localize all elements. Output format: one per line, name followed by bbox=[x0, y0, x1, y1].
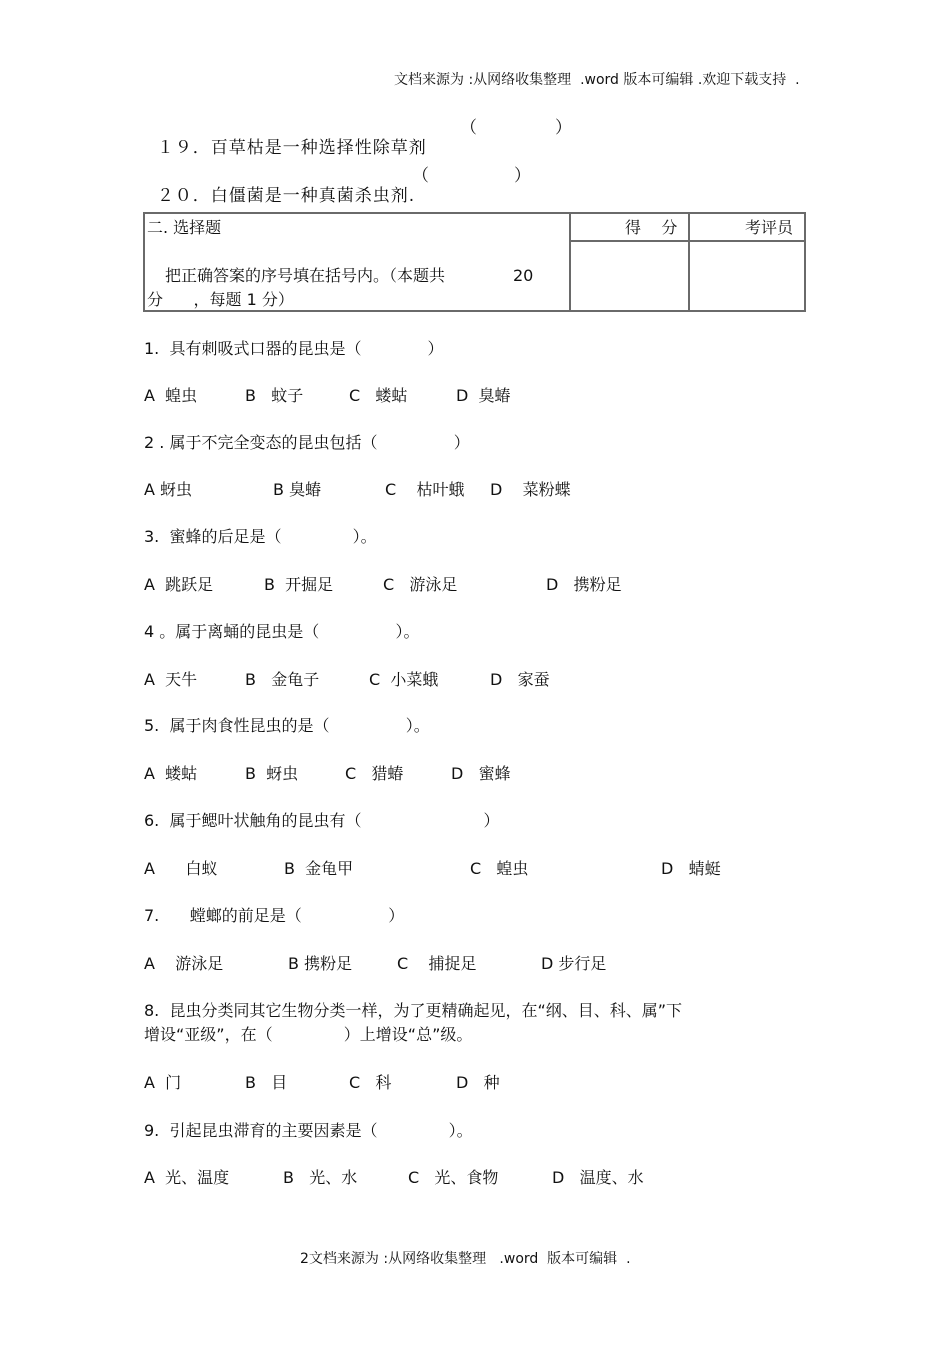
question-7-option-c: C 捕捉足 bbox=[397, 954, 477, 973]
question-8-option-b: B 目 bbox=[245, 1073, 288, 1092]
question-1-option-d: D 臭蝽 bbox=[456, 386, 511, 405]
tf-item-19-open-paren: （ bbox=[460, 118, 477, 138]
question-9-stem: 9. 引起昆虫滞育的主要因素是（ ）。 bbox=[144, 1121, 473, 1140]
question-7-option-d: D 步行足 bbox=[541, 954, 607, 973]
question-7-option-b: B 携粉足 bbox=[288, 954, 353, 973]
question-5-stem: 5. 属于肉食性昆虫的是（ ）。 bbox=[144, 716, 430, 735]
tf-item-19 bbox=[144, 118, 427, 159]
section-instruction-number: 20 bbox=[513, 266, 534, 285]
section-instruction: 把正确答案的序号填在括号内。（本题共 bbox=[165, 266, 446, 285]
question-2-stem: 2 . 属于不完全变态的昆虫包括（ ） bbox=[144, 433, 470, 452]
question-4-option-a: A 天牛 bbox=[144, 670, 198, 689]
page-footer: 2文档来源为 :从网络收集整理 .word 版本可编辑 . bbox=[300, 1251, 631, 1267]
question-2-option-c: C 枯叶蛾 bbox=[385, 480, 465, 499]
question-3-option-c: C 游泳足 bbox=[383, 575, 458, 594]
section-title: 二. 选择题 bbox=[147, 218, 222, 237]
question-6-option-c: C 蝗虫 bbox=[470, 859, 529, 878]
question-6-stem: 6. 属于鳃叶状触角的昆虫有（ ） bbox=[144, 811, 500, 830]
question-4-stem: 4 。属于离蛹的昆虫是（ ）。 bbox=[144, 622, 420, 641]
question-3-option-b: B 开掘足 bbox=[264, 575, 334, 594]
question-1-stem: 1. 具有刺吸式口器的昆虫是（ ） bbox=[144, 339, 444, 358]
page-header: 文档来源为 :从网络收集整理 .word 版本可编辑 .欢迎下载支持 . bbox=[394, 72, 800, 88]
question-5-option-d: D 蜜蜂 bbox=[451, 764, 511, 783]
question-1-option-c: C 蝼蛄 bbox=[349, 386, 408, 405]
question-2-option-b: B 臭蝽 bbox=[273, 480, 322, 499]
tf-item-19-close-paren: ） bbox=[555, 118, 572, 138]
tf-item-text: １９．百草枯是一种选择性除草剂 bbox=[156, 138, 427, 159]
grader-input-cell[interactable] bbox=[690, 242, 804, 310]
tf-item-20 bbox=[144, 166, 415, 207]
question-7-stem: 7. 螳螂的前足是（ ） bbox=[144, 906, 405, 925]
question-4-option-b: B 金龟子 bbox=[245, 670, 320, 689]
question-9-option-a: A 光、温度 bbox=[144, 1168, 230, 1187]
question-4-option-d: D 家蚕 bbox=[490, 670, 550, 689]
tf-item-20-open-paren: （ bbox=[412, 166, 429, 186]
question-6-option-b: B 金龟甲 bbox=[284, 859, 354, 878]
question-9-option-d: D 温度、水 bbox=[552, 1168, 644, 1187]
tf-item-20-close-paren: ） bbox=[514, 166, 531, 186]
tf-item-text: ２０．白僵菌是一种真菌杀虫剂. bbox=[156, 186, 416, 207]
question-5-option-c: C 猎蝽 bbox=[345, 764, 404, 783]
question-3-option-a: A 跳跃足 bbox=[144, 575, 214, 594]
question-6-option-a: A 白蚁 bbox=[144, 859, 218, 878]
score-label: 得 分 bbox=[625, 218, 678, 237]
question-1-option-b: B 蚊子 bbox=[245, 386, 304, 405]
question-5-option-a: A 蝼蛄 bbox=[144, 764, 198, 783]
score-input-cell[interactable] bbox=[571, 242, 688, 310]
section-instruction-continued: 分 ，每题 1 分） bbox=[147, 290, 294, 309]
question-8-stem-continued: 增设“亚级”，在（ ）上增设“总”级。 bbox=[144, 1025, 473, 1044]
question-2-option-d: D 菜粉蝶 bbox=[490, 480, 571, 499]
question-6-option-d: D 蜻蜓 bbox=[661, 859, 721, 878]
question-3-option-d: D 携粉足 bbox=[546, 575, 622, 594]
question-5-option-b: B 蚜虫 bbox=[245, 764, 299, 783]
question-8-option-c: C 科 bbox=[349, 1073, 392, 1092]
question-8-option-d: D 种 bbox=[456, 1073, 500, 1092]
question-8-stem: 8. 昆虫分类同其它生物分类一样，为了更精确起见，在“纲、目、科、属”下 bbox=[144, 1001, 683, 1020]
question-9-option-b: B 光、水 bbox=[283, 1168, 358, 1187]
question-3-stem: 3. 蜜蜂的后足是（ ）。 bbox=[144, 527, 377, 546]
question-9-option-c: C 光、食物 bbox=[408, 1168, 499, 1187]
grader-label: 考评员 bbox=[745, 218, 794, 237]
question-8-option-a: A 门 bbox=[144, 1073, 182, 1092]
question-1-option-a: A 蝗虫 bbox=[144, 386, 198, 405]
question-4-option-c: C 小菜蛾 bbox=[369, 670, 439, 689]
question-2-option-a: A 蚜虫 bbox=[144, 480, 193, 499]
section-score-table bbox=[143, 212, 806, 312]
question-7-option-a: A 游泳足 bbox=[144, 954, 224, 973]
